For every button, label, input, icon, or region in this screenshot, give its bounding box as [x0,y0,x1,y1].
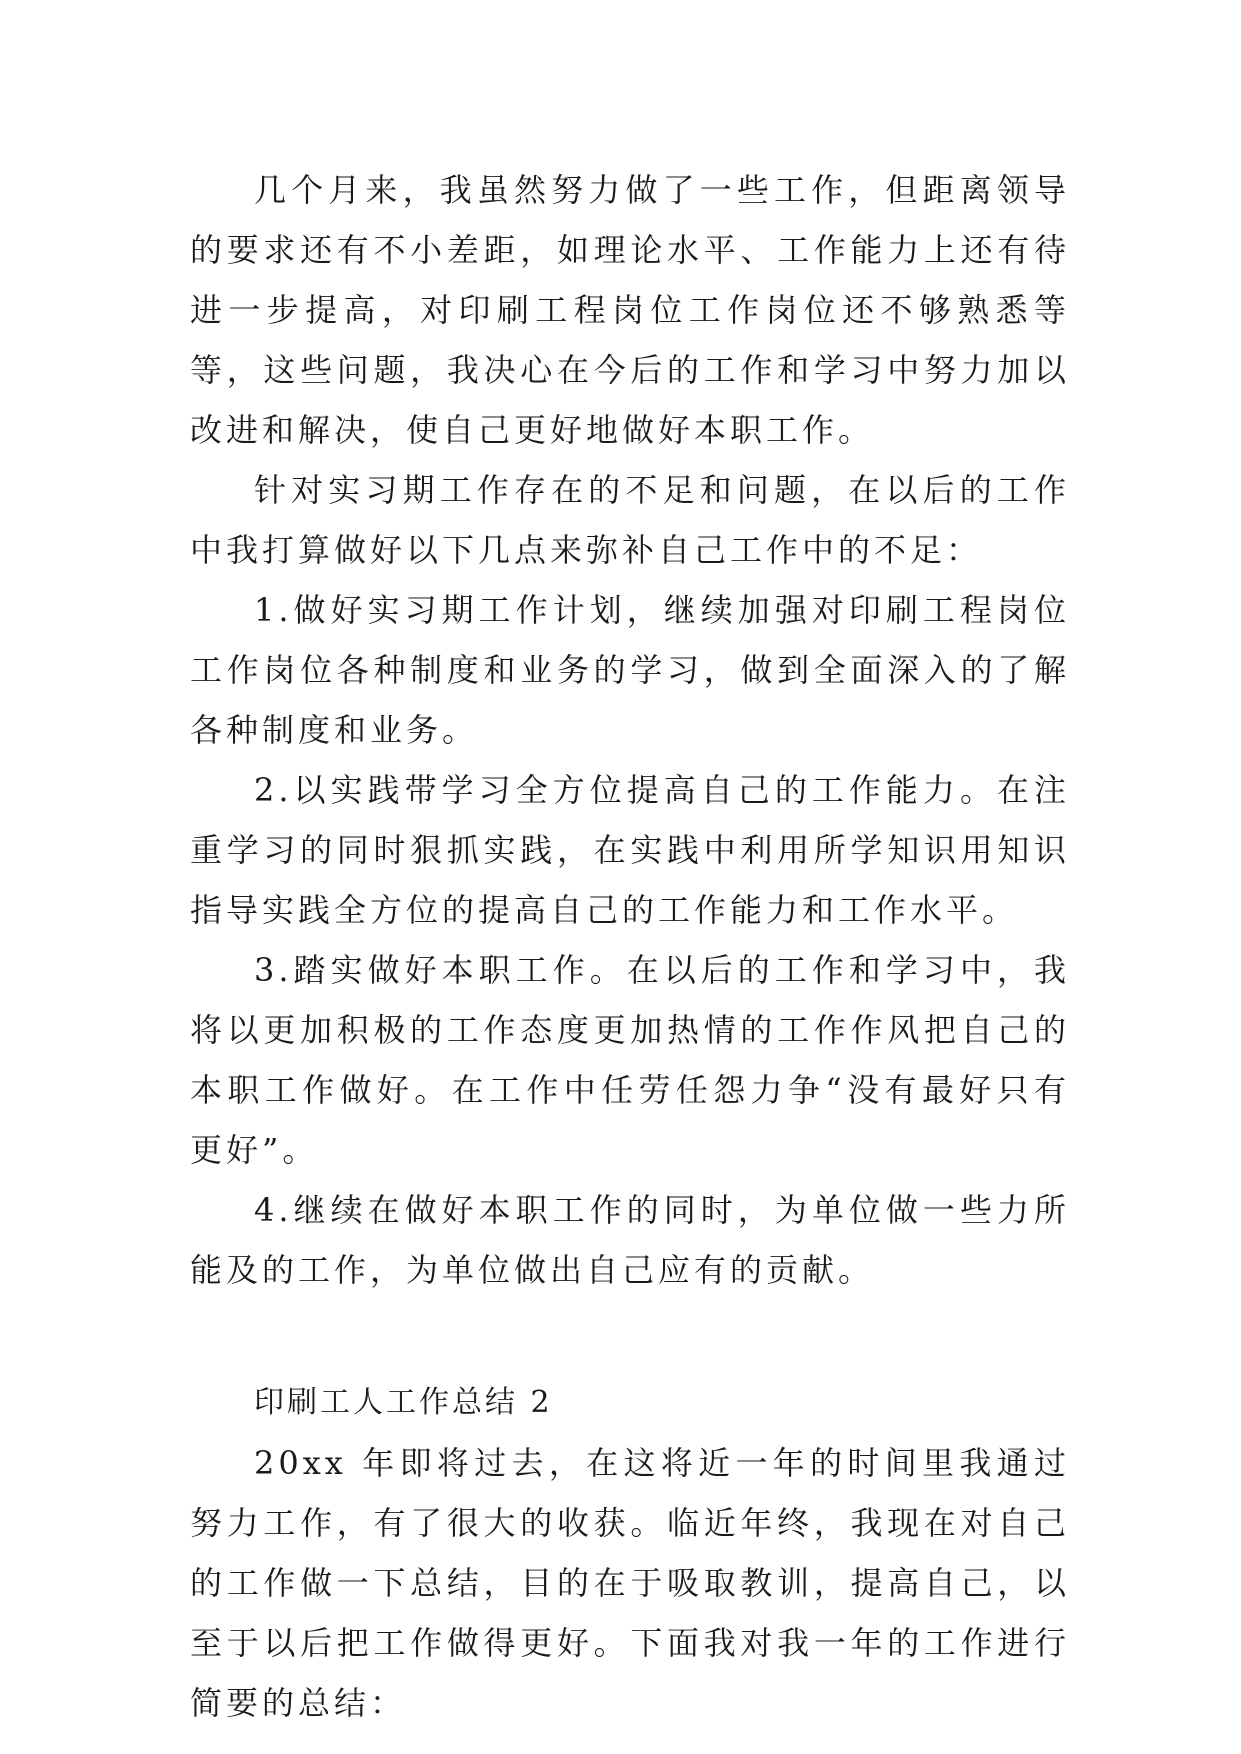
paragraph-plan-intro: 针对实习期工作存在的不足和问题，在以后的工作中我打算做好以下几点来弥补自己工作中的不足： [190,471,1070,569]
section-heading: 印刷工人工作总结 2 [254,1385,553,1420]
paragraph-summary: 几个月来，我虽然努力做了一些工作，但距离领导的要求还有不小差距，如理论水平、工作能力上还有待进一步提高，对印刷工程岗位工作岗位还不够熟悉等等，这些问题，我决心在今后的工作和学习中努力加以改进和解决，使自己更好地做好本职工作。 [190,171,1070,449]
paragraph-point-3: 3.踏实做好本职工作。在以后的工作和学习中，我将以更加积极的工作态度更加热情的工作作风把自己的本职工作做好。在工作中任劳任怨力争“没有最好只有更好”。 [190,951,1070,1169]
document-body [190,160,1070,1733]
paragraph-section-2-intro: 20xx 年即将过去，在这将近一年的时间里我通过努力工作，有了很大的收获。临近年终，我现在对自己的工作做一下总结，目的在于吸取教训，提高自己，以至于以后把工作做得更好。下面我对我一年的工作进行简要的总结： [190,1444,1070,1722]
paragraph-point-1: 1.做好实习期工作计划，继续加强对印刷工程岗位工作岗位各种制度和业务的学习，做到全面深入的了解各种制度和业务。 [190,591,1070,749]
paragraph-point-4: 4.继续在做好本职工作的同时，为单位做一些力所能及的工作，为单位做出自己应有的贡献。 [190,1191,1070,1289]
paragraph-point-2: 2.以实践带学习全方位提高自己的工作能力。在注重学习的同时狠抓实践，在实践中利用所学知识用知识指导实践全方位的提高自己的工作能力和工作水平。 [190,771,1070,929]
